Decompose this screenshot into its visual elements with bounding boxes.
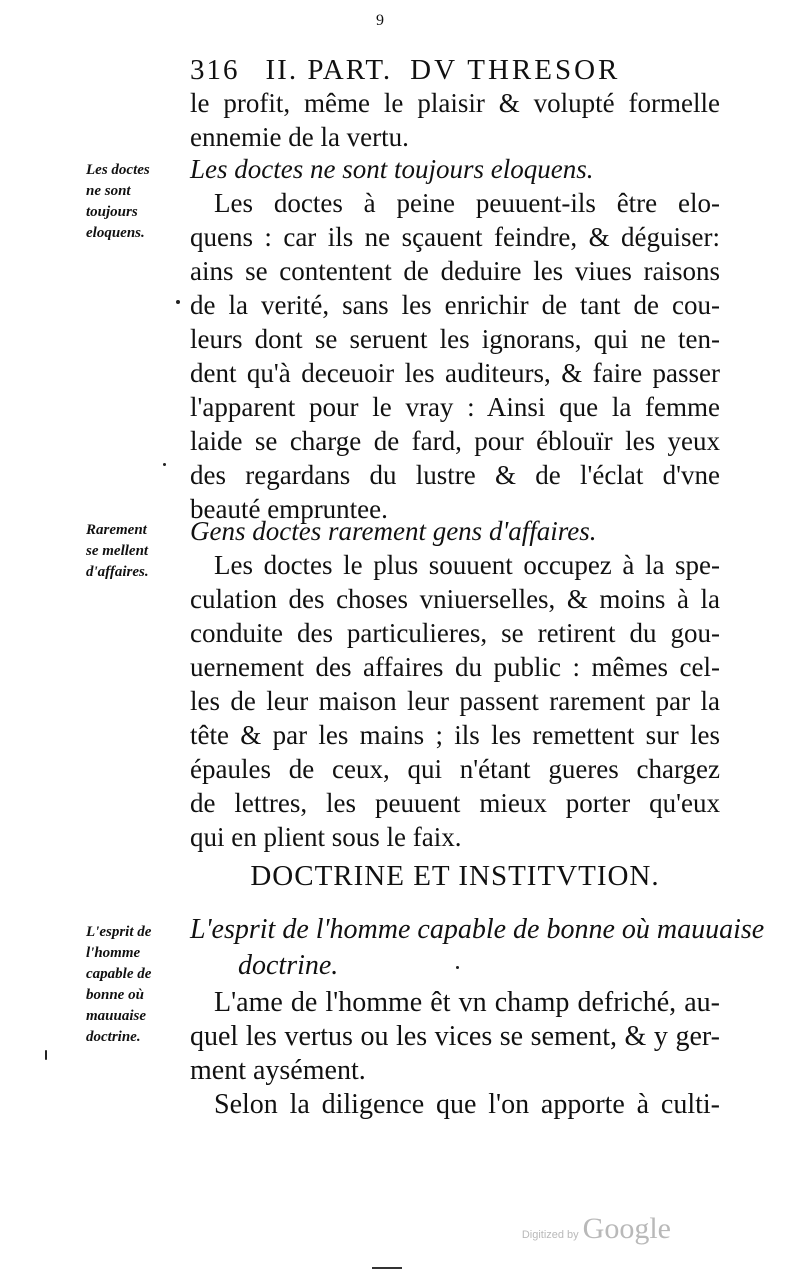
margin-note-line: Les doctes [86, 162, 150, 178]
margin-note-line: d'affaires. [86, 564, 149, 580]
text-line: le profit, même le plaisir & volupté formelle [190, 88, 720, 118]
text-line: épaules de ceux, qui n'étant gueres chargez [190, 754, 720, 784]
book-title: DV THRESOR [410, 54, 621, 86]
text-line: qui en plient sous le faix. [190, 822, 462, 852]
text-line: Selon la diligence que l'on apporte à culti- [214, 1089, 720, 1120]
subheading-doctes-eloquens: Les doctes ne sont toujours eloquens. [190, 154, 594, 184]
scan-speck [456, 966, 459, 969]
signature-mark: 9 [376, 12, 384, 29]
running-head [190, 54, 670, 87]
margin-note-line: L'esprit de [86, 924, 152, 940]
margin-note-line: eloquens. [86, 225, 145, 241]
text-line: ennemie de la vertu. [190, 122, 409, 152]
text-line: tête & par les mains ; ils les remettent sur les [190, 720, 720, 750]
text-line: ains se contentent de deduire les viues raisons [190, 256, 720, 286]
margin-note-line: ne sont [86, 183, 131, 199]
text-line: Les doctes le plus souuent occupez à la spe- [214, 550, 720, 580]
scan-speck [45, 1050, 47, 1060]
margin-note-line: Rarement [86, 522, 147, 538]
text-line: culation des choses vniuerselles, & moins à la [190, 584, 720, 614]
subheading-gens-affaires: Gens doctes rarement gens d'affaires. [190, 516, 597, 546]
margin-note-rarement-affaires [86, 520, 186, 583]
text-line: les de leur maison leur passent rarement par la [190, 686, 720, 716]
margin-note-line: capable de [86, 966, 152, 982]
margin-note-line: toujours [86, 204, 138, 220]
page-number: 316 [190, 54, 240, 86]
text-line: beauté empruntee. [190, 494, 388, 524]
scan-speck [163, 463, 166, 466]
part-label: II. PART. [265, 54, 393, 86]
margin-note-line: bonne où [86, 987, 144, 1003]
subheading-esprit-homme-line1: L'esprit de l'homme capable de bonne où mauuaise [190, 914, 765, 945]
text-line: leurs dont se seruent les ignorans, qui ne ten- [190, 324, 720, 354]
digitized-watermark [522, 1212, 671, 1246]
text-line: dent qu'à deceuoir les auditeurs, & faire passer [190, 358, 720, 388]
google-logo-text: Google [582, 1212, 671, 1245]
text-line: quel les vertus ou les vices se sement, & y ger- [190, 1021, 720, 1052]
section-title: DOCTRINE ET INSTITVTION. [250, 860, 660, 892]
scan-speck [176, 300, 180, 304]
text-line: de la verité, sans les enrichir de tant de cou- [190, 290, 720, 320]
text-line: L'ame de l'homme êt vn champ defriché, au- [214, 987, 720, 1018]
margin-note-line: mauuaise [86, 1008, 147, 1024]
text-line: conduite des particulieres, se retirent du gou- [190, 618, 720, 648]
text-line: l'apparent pour le vray : Ainsi que la femme [190, 392, 720, 422]
text-line: de lettres, les peuuent mieux porter qu'eux [190, 788, 720, 818]
subheading-esprit-homme-line2: doctrine. [238, 950, 339, 981]
margin-note-line: se mellent [86, 543, 149, 559]
text-line: des regardans du lustre & de l'éclat d'vne [190, 460, 720, 490]
footer-rule [372, 1267, 402, 1269]
margin-note-esprit-homme [86, 922, 186, 1048]
text-line: Les doctes à peine peuuent-ils être elo- [214, 188, 720, 218]
watermark-small-text: Digitized by [521, 1229, 579, 1241]
margin-note-doctes-eloquens [86, 160, 186, 244]
margin-note-line: l'homme [86, 945, 141, 961]
text-line: uernement des affaires du public : mêmes cel- [190, 652, 720, 682]
margin-note-line: doctrine. [86, 1029, 141, 1045]
text-line: quens : car ils ne sçauent feindre, & déguiser: [190, 222, 720, 252]
text-line: ment aysément. [190, 1055, 366, 1086]
text-line: laide se charge de fard, pour éblouïr les yeux [190, 426, 720, 456]
